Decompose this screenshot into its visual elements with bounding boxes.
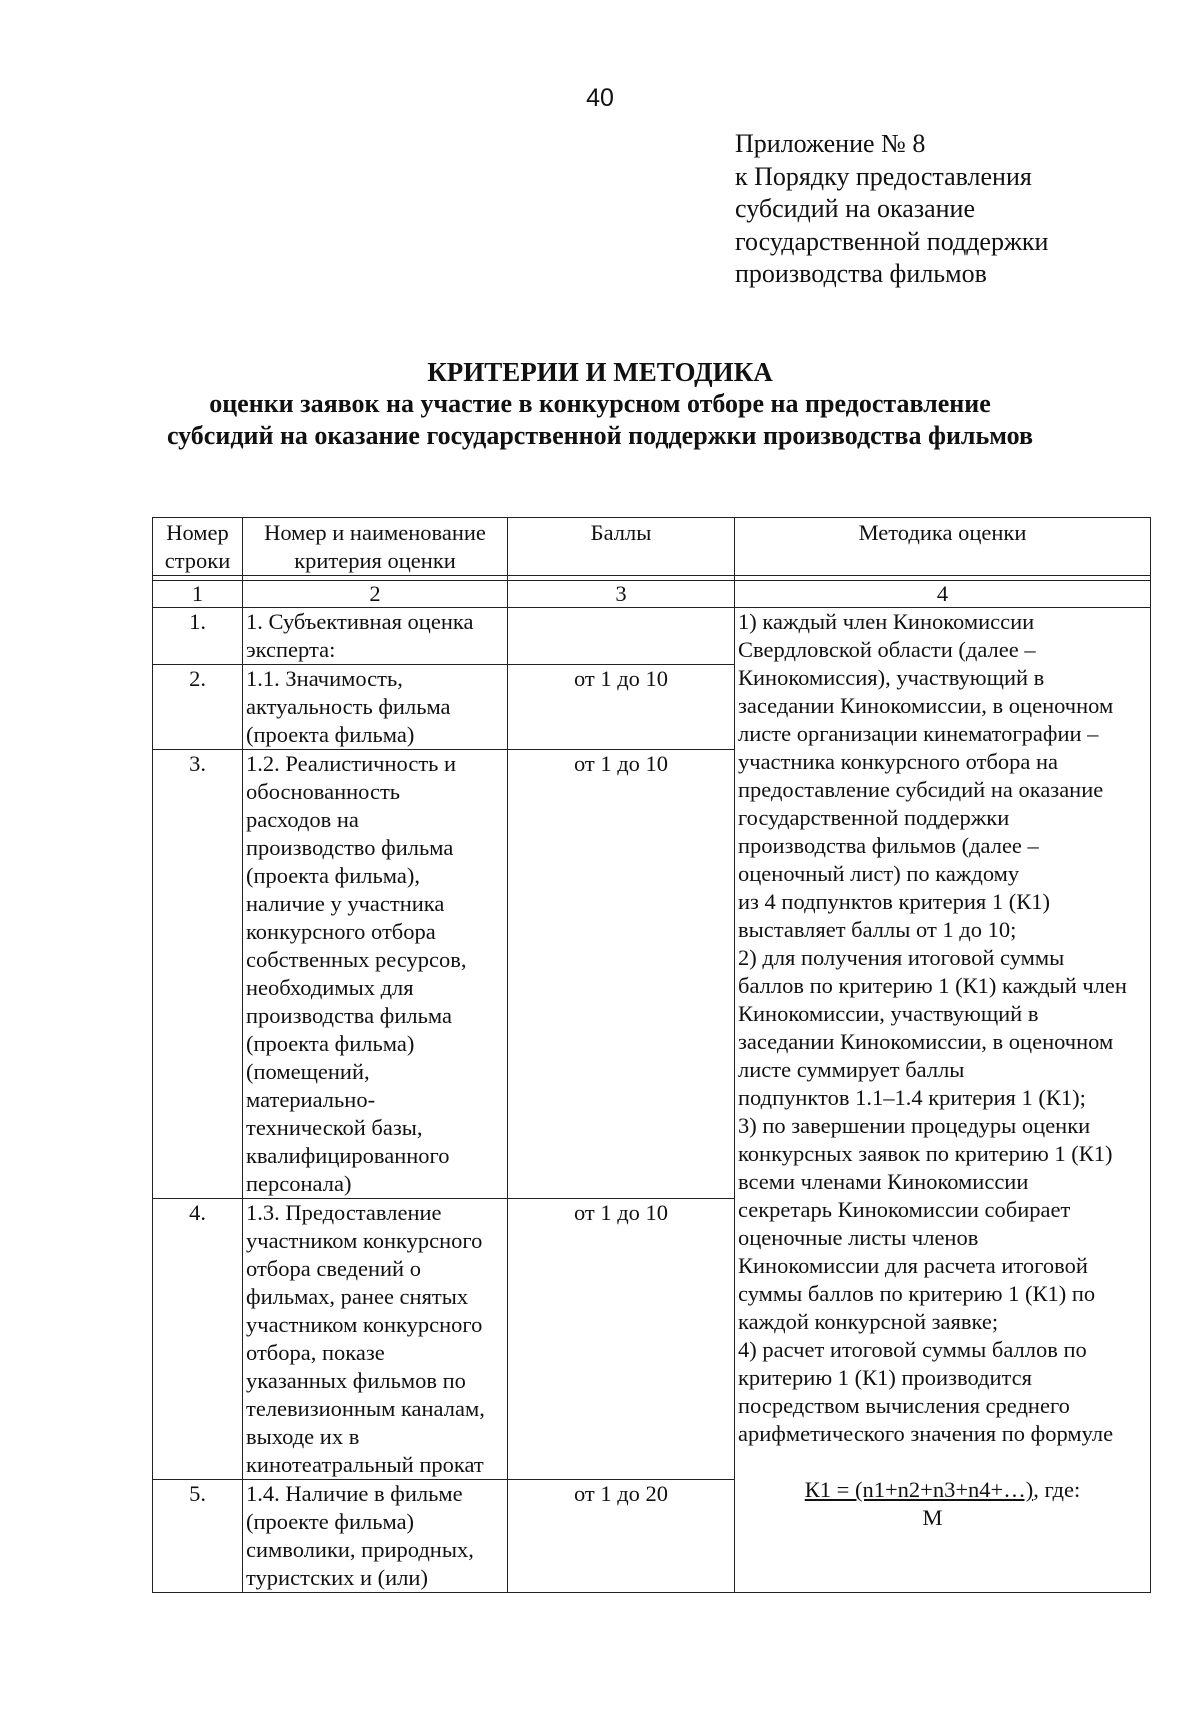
criterion-name-line: выходе их в: [246, 1424, 360, 1449]
method-line: баллов по критерию 1 (К1) каждый член: [738, 973, 1127, 998]
method-line: 4) расчет итоговой суммы баллов по: [738, 1337, 1087, 1362]
method-line: выставляет баллы от 1 до 10;: [738, 917, 1017, 942]
criterion-name-line: участником конкурсного: [246, 1228, 483, 1253]
criterion-name-line: 1.2. Реалистичность и: [246, 751, 457, 776]
evaluation-method: [735, 608, 1151, 1593]
criterion-name-line: актуальность фильма: [246, 694, 451, 719]
criterion-name-line: отбора, показе: [246, 1340, 385, 1365]
criterion-name-line: фильмах, ранее снятых: [246, 1284, 469, 1309]
title-line-1: КРИТЕРИИ И МЕТОДИКА: [427, 357, 773, 387]
header-row-number: [153, 518, 243, 576]
criterion-name: [243, 750, 508, 1199]
criterion-name: [243, 1199, 508, 1480]
appendix-line: субсидий на оказание: [735, 194, 976, 223]
method-line: конкурсных заявок по критерию 1 (К1): [738, 1141, 1113, 1166]
row-number: 3.: [153, 750, 243, 1199]
method-line: производства фильмов (далее –: [738, 833, 1039, 858]
title-line-2: оценки заявок на участие в конкурсном отборе на предоставление: [209, 389, 991, 418]
criterion-name-line: квалифицированного: [246, 1143, 450, 1168]
criterion-name-line: собственных ресурсов,: [246, 947, 467, 972]
criterion-name-line: (помещений,: [246, 1059, 370, 1084]
criteria-table: [152, 517, 1151, 1593]
criterion-name-line: технической базы,: [246, 1115, 423, 1140]
criterion-points: от 1 до 10: [508, 750, 735, 1199]
method-line: заседании Кинокомиссии, в оценочном: [738, 1029, 1114, 1054]
method-line: листе суммирует баллы: [738, 1057, 965, 1082]
method-line: каждой конкурсной заявке;: [738, 1309, 999, 1334]
criterion-name-line: (проекта фильма): [246, 722, 415, 747]
criterion-name-line: обоснованность: [246, 779, 401, 804]
criterion-name-line: 1.1. Значимость,: [246, 666, 403, 691]
formula-denominator: М: [922, 1505, 943, 1530]
column-number: 1: [153, 581, 243, 608]
criterion-name-line: материально-: [246, 1087, 376, 1112]
method-line: арифметического значения по формуле: [738, 1421, 1114, 1446]
column-number: 4: [735, 581, 1151, 608]
header-criterion-line-1: Номер и наименование: [264, 520, 486, 545]
method-line: предоставление субсидий на оказание: [738, 777, 1104, 802]
criterion-name: [243, 665, 508, 750]
method-line: критерию 1 (К1) производится: [738, 1365, 1032, 1390]
method-line: участника конкурсного отбора на: [738, 749, 1059, 774]
formula-numerator: К1 = (n1+n2+n3+n4+…): [804, 1477, 1034, 1502]
method-line: Кинокомиссии для расчета итоговой: [738, 1253, 1088, 1278]
method-line: подпунктов 1.1–1.4 критерия 1 (К1);: [738, 1085, 1086, 1110]
criterion-name-line: эксперта:: [246, 637, 336, 662]
criterion-name-line: производства фильма: [246, 1003, 452, 1028]
table-row: [153, 608, 1151, 665]
formula-suffix: , где:: [1033, 1477, 1081, 1502]
header-method: Методика оценки: [735, 518, 1151, 576]
method-line: 3) по завершении процедуры оценки: [738, 1113, 1091, 1138]
method-line: листе организации кинематографии –: [738, 721, 1099, 746]
appendix-line: Приложение № 8: [735, 129, 926, 158]
criterion-points: [508, 608, 735, 665]
method-line: суммы баллов по критерию 1 (К1) по: [738, 1281, 1096, 1306]
criterion-name-line: кинотеатральный прокат: [246, 1452, 484, 1477]
appendix-line: производства фильмов: [735, 259, 987, 288]
row-number: 1.: [153, 608, 243, 665]
column-number: 3: [508, 581, 735, 608]
method-line: посредством вычисления среднего: [738, 1393, 1070, 1418]
criterion-name-line: телевизионным каналам,: [246, 1396, 485, 1421]
appendix-line: государственной поддержки: [735, 226, 1049, 256]
row-number: 4.: [153, 1199, 243, 1480]
page-number: 40: [586, 84, 614, 112]
table-header-row: [153, 518, 1151, 576]
criterion-points: от 1 до 20: [508, 1480, 735, 1593]
formula: [738, 1476, 1147, 1532]
method-line: Кинокомиссия), участвующий в: [738, 665, 1045, 690]
criterion-name-line: указанных фильмов по: [246, 1368, 466, 1393]
criterion-name-line: 1. Субъективная оценка: [246, 609, 474, 634]
header-row-number-line-2: строки: [164, 548, 231, 573]
column-number-row: [153, 581, 1151, 608]
method-line: оценочный лист) по каждому: [738, 861, 1020, 886]
row-number: 2.: [153, 665, 243, 750]
criterion-name-line: символики, природных,: [246, 1537, 474, 1562]
criterion-name-line: участником конкурсного: [246, 1312, 483, 1337]
criterion-name-line: 1.3. Предоставление: [246, 1200, 442, 1225]
criterion-name: [243, 1480, 508, 1593]
header-criterion: [243, 518, 508, 576]
criterion-name-line: (проекта фильма): [246, 1031, 415, 1056]
criterion-name-line: персонала): [246, 1171, 352, 1196]
header-row-number-line-1: Номер: [166, 520, 229, 545]
method-line: Кинокомиссии, участвующий в: [738, 1001, 1039, 1026]
document-title: [100, 356, 1100, 452]
criterion-name-line: туристских и (или): [246, 1565, 428, 1590]
method-line: всеми членами Кинокомиссии: [738, 1169, 1029, 1194]
criterion-name-line: 1.4. Наличие в фильме: [246, 1481, 463, 1506]
criterion-name: [243, 608, 508, 665]
criterion-name-line: отбора сведений о: [246, 1256, 421, 1281]
criterion-points: от 1 до 10: [508, 665, 735, 750]
method-line: оценочные листы членов: [738, 1225, 979, 1250]
method-line: секретарь Кинокомиссии собирает: [738, 1197, 1071, 1222]
appendix-line: к Порядку предоставления: [735, 161, 1032, 191]
criterion-name-line: производство фильма: [246, 835, 454, 860]
criterion-name-line: расходов на: [246, 807, 359, 832]
header-points: Баллы: [508, 518, 735, 576]
method-line: заседании Кинокомиссии, в оценочном: [738, 693, 1114, 718]
criterion-name-line: (проекте фильма): [246, 1509, 415, 1534]
header-criterion-line-2: критерия оценки: [294, 548, 456, 573]
column-number: 2: [243, 581, 508, 608]
criterion-name-line: (проекта фильма),: [246, 863, 420, 888]
row-number: 5.: [153, 1480, 243, 1593]
criterion-name-line: конкурсного отбора: [246, 919, 436, 944]
method-line: государственной поддержки: [738, 805, 1010, 830]
criterion-name-line: необходимых для: [246, 975, 414, 1000]
method-line: 1) каждый член Кинокомиссии: [738, 609, 1035, 634]
criterion-name-line: наличие у участника: [246, 891, 445, 916]
method-line: Свердловской области (далее –: [738, 637, 1036, 662]
method-line: из 4 подпунктов критерия 1 (К1): [738, 889, 1050, 914]
title-line-3: субсидий на оказание государственной поддержки производства фильмов: [166, 421, 1034, 450]
method-line: 2) для получения итоговой суммы: [738, 945, 1065, 970]
appendix-note: [735, 128, 1175, 291]
criterion-points: от 1 до 10: [508, 1199, 735, 1480]
